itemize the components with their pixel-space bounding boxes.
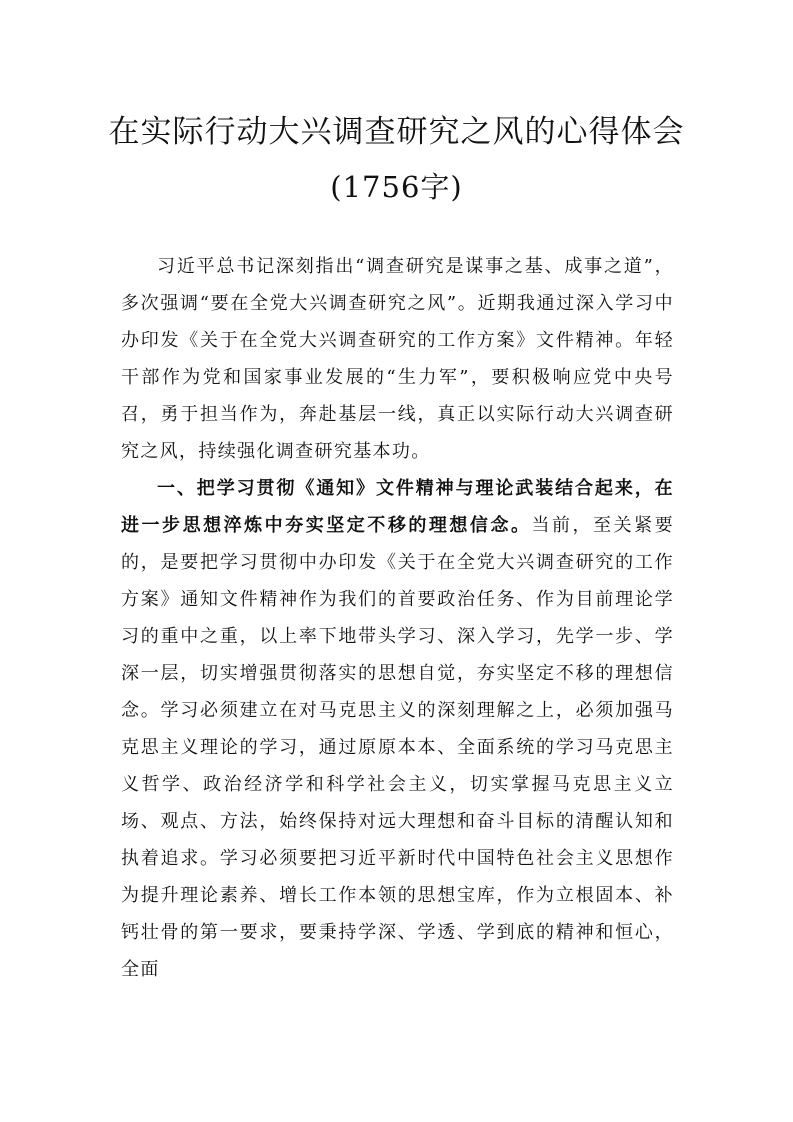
word-count-subtitle: (1756字) xyxy=(330,170,463,204)
document-body xyxy=(121,248,674,988)
document-title: 在实际行动大兴调查研究之风的心得体会 xyxy=(108,114,685,150)
paragraph-text: 当前，至关紧要的，是要把学习贯彻中办印发《关于在全党大兴调查研究的工作方案》通知文件精神作为我们的首要政治任务、作为目前理论学习的重中之重，以上率下地带头学习、深入学习，先学一步、学深一层，切实增强贯彻落实的思想自觉，夯实坚定不移的理想信念。学习必须建立在对马克思主义的深刻理解之上，必须加强马克思主义理论的学习，通过原原本本、全面系统的学习马克思主义哲学、政治经济学和科学社会主义，切实掌握马克思主义立场、观点、方法，始终保持对远大理想和奋斗目标的清醒认知和执着追求。学习必须要把习近平新时代中国特色社会主义思想作为提升理论素养、增长工作本领的思想宝库，作为立根固本、补钙壮骨的第一要求，要秉持学深、学透、学到底的精神和恒心，全面 xyxy=(121,515,674,980)
section-heading: 一、把学习贯彻《通知》文件精神与理论武装结合起来，在进一步思想淬炼中夯实坚定不移的理想信念。 xyxy=(121,478,674,536)
paragraph-text: 习近平总书记深刻指出“调查研究是谋事之基、成事之道”，多次强调“要在全党大兴调查研究之风”。近期我通过深入学习中办印发《关于在全党大兴调查研究的工作方案》文件精神。年轻干部作为党和国家事业发展的“生力军”，要积极响应党中央号召，勇于担当作为，奔赴基层一线，真正以实际行动大兴调查研究之风，持续强化调查研究基本功。 xyxy=(121,256,674,462)
section-one-paragraph xyxy=(121,470,674,988)
intro-paragraph xyxy=(121,248,674,470)
